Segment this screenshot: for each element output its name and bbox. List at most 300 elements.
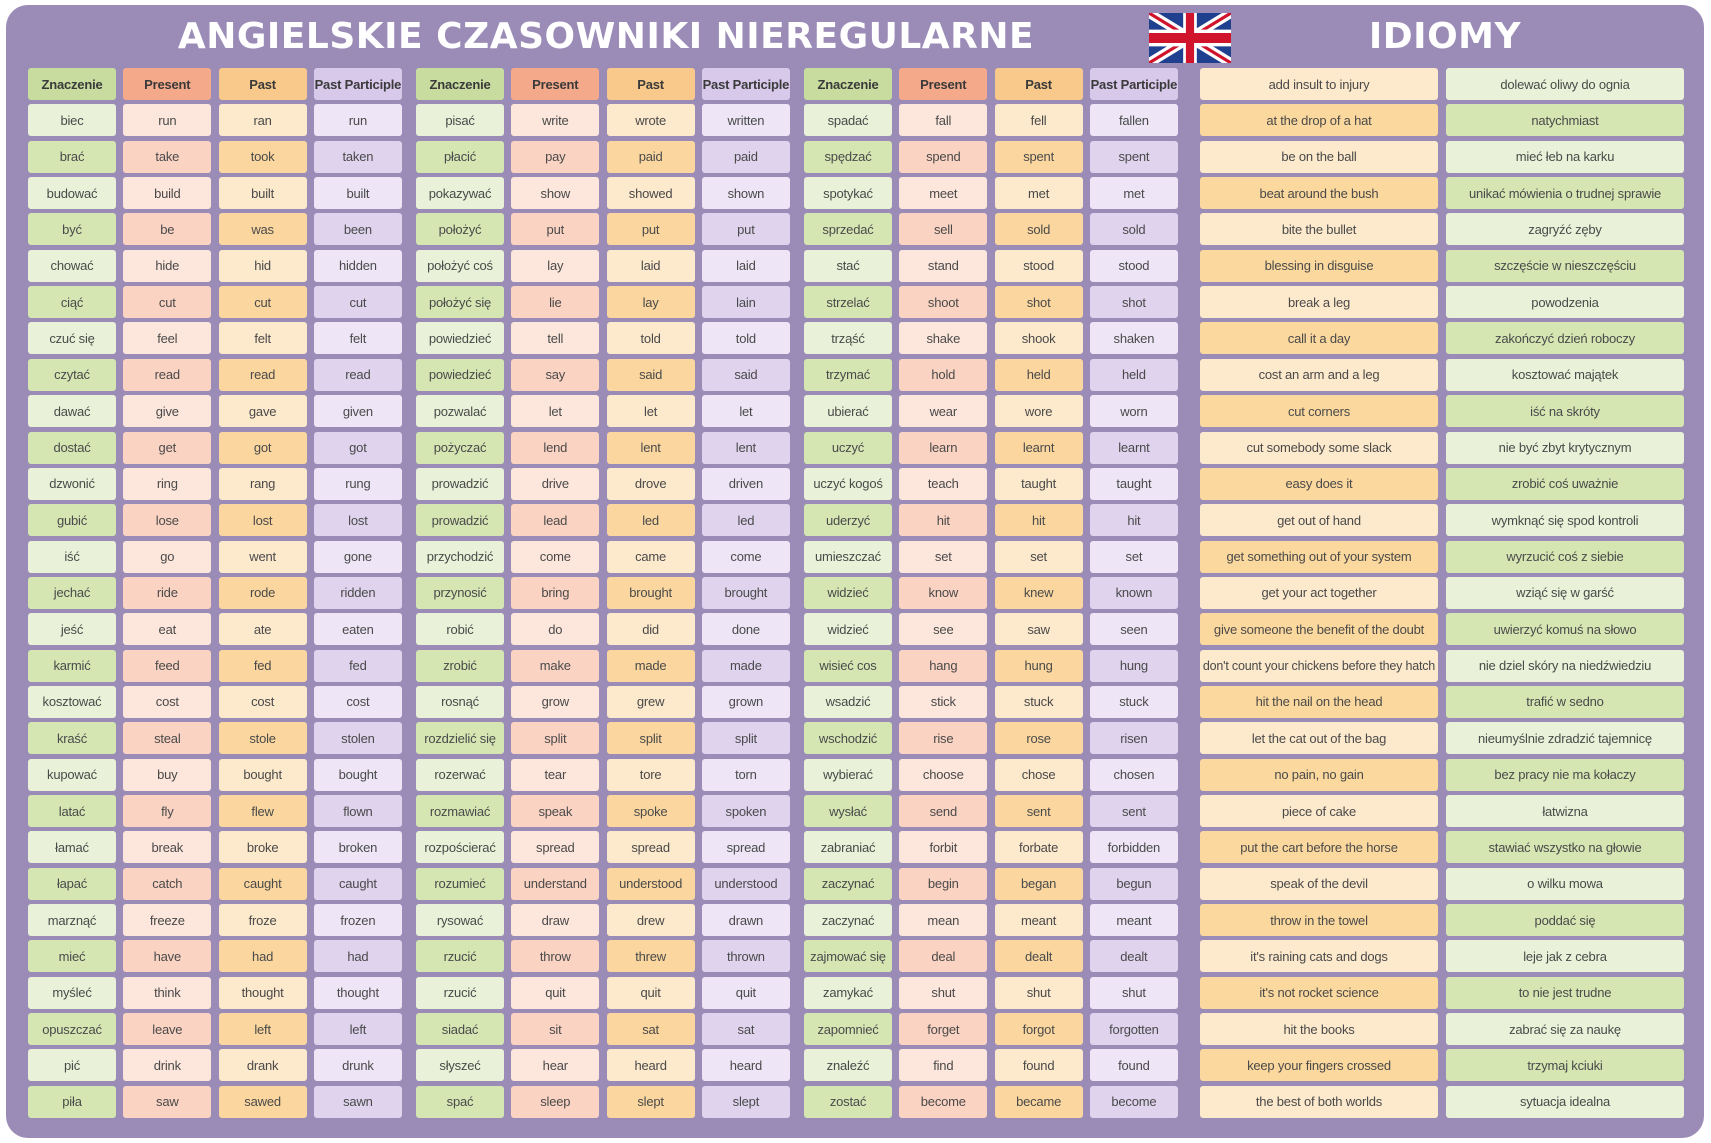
verb-past-participle-cell: taken: [314, 141, 402, 173]
verb-past-participle-cell: built: [314, 177, 402, 209]
verb-present-cell: hide: [123, 250, 211, 282]
verb-past-cell: cut: [219, 286, 307, 318]
verb-meaning-cell: chować: [28, 250, 116, 282]
verb-past-participle-cell: quit: [702, 977, 790, 1009]
verb-past-participle-cell: split: [702, 722, 790, 754]
verb-past-participle-cell: led: [702, 504, 790, 536]
verb-past-participle-cell: drawn: [702, 904, 790, 936]
verb-meaning-cell: rzucić: [416, 977, 504, 1009]
verb-present-cell: bring: [511, 577, 599, 609]
verb-present-cell: ring: [123, 468, 211, 500]
verb-past-cell: sawed: [219, 1086, 307, 1118]
verb-meaning-cell: trząść: [804, 322, 892, 354]
idiom-english-cell: it's not rocket science: [1200, 977, 1438, 1009]
verb-meaning-cell: wybierać: [804, 759, 892, 791]
verb-meaning-cell: powiedzieć: [416, 359, 504, 391]
idiom-polish-cell: nieumyślnie zdradzić tajemnicę: [1446, 722, 1684, 754]
verb-meaning-cell: zajmować się: [804, 940, 892, 972]
verb-meaning-cell: dzwonić: [28, 468, 116, 500]
verb-past-participle-cell: shot: [1090, 286, 1178, 318]
verb-past-participle-cell: grown: [702, 686, 790, 718]
verb-present-cell: say: [511, 359, 599, 391]
verb-meaning-cell: widzieć: [804, 613, 892, 645]
verb-past-participle-cell: sold: [1090, 213, 1178, 245]
verb-past-cell: forbate: [995, 831, 1083, 863]
column-header-meaning: Znaczenie: [804, 68, 892, 100]
verb-past-participle-cell: given: [314, 395, 402, 427]
verb-past-cell: drank: [219, 1049, 307, 1081]
verb-past-cell: broke: [219, 831, 307, 863]
verb-meaning-cell: zrobić: [416, 650, 504, 682]
verb-past-cell: rang: [219, 468, 307, 500]
verb-past-cell: went: [219, 541, 307, 573]
verb-meaning-cell: trzymać: [804, 359, 892, 391]
idiom-polish-cell: zabrać się za naukę: [1446, 1013, 1684, 1045]
idiom-english-cell: throw in the towel: [1200, 904, 1438, 936]
verb-present-cell: show: [511, 177, 599, 209]
column-header-present: Present: [123, 68, 211, 100]
verb-past-participle-cell: laid: [702, 250, 790, 282]
verb-present-cell: lose: [123, 504, 211, 536]
verb-present-cell: draw: [511, 904, 599, 936]
verb-meaning-cell: sprzedać: [804, 213, 892, 245]
idiom-english-cell: get something out of your system: [1200, 541, 1438, 573]
verb-meaning-cell: ubierać: [804, 395, 892, 427]
verb-past-cell: meant: [995, 904, 1083, 936]
verb-present-cell: forget: [899, 1013, 987, 1045]
verb-past-participle-cell: met: [1090, 177, 1178, 209]
verb-present-cell: forbit: [899, 831, 987, 863]
verb-past-cell: met: [995, 177, 1083, 209]
verb-present-cell: mean: [899, 904, 987, 936]
idioms-title: IDIOMY: [1368, 16, 1522, 57]
verb-past-participle-cell: spent: [1090, 141, 1178, 173]
verb-past-cell: forgot: [995, 1013, 1083, 1045]
verb-past-cell: sat: [607, 1013, 695, 1045]
verb-meaning-cell: wsadzić: [804, 686, 892, 718]
verb-meaning-cell: czuć się: [28, 322, 116, 354]
verb-past-participle-cell: flown: [314, 795, 402, 827]
verb-meaning-cell: dawać: [28, 395, 116, 427]
verb-present-cell: meet: [899, 177, 987, 209]
verb-meaning-cell: opuszczać: [28, 1013, 116, 1045]
verb-past-participle-cell: hung: [1090, 650, 1178, 682]
page-title: ANGIELSKIE CZASOWNIKI NIEREGULARNE: [177, 16, 1035, 57]
verb-past-cell: shut: [995, 977, 1083, 1009]
verb-past-cell: ate: [219, 613, 307, 645]
verb-past-cell: built: [219, 177, 307, 209]
verb-meaning-cell: położyć coś: [416, 250, 504, 282]
verb-present-cell: feed: [123, 650, 211, 682]
verb-meaning-cell: rozmawiać: [416, 795, 504, 827]
verb-meaning-cell: położyć: [416, 213, 504, 245]
idiom-english-cell: don't count your chickens before they hatch: [1200, 650, 1438, 682]
verb-meaning-cell: przynosić: [416, 577, 504, 609]
idiom-english-cell: give someone the benefit of the doubt: [1200, 613, 1438, 645]
verb-present-cell: think: [123, 977, 211, 1009]
verb-past-cell: led: [607, 504, 695, 536]
verb-meaning-cell: zapomnieć: [804, 1013, 892, 1045]
verb-present-cell: give: [123, 395, 211, 427]
verb-present-cell: see: [899, 613, 987, 645]
column-header-past-participle: Past Participle: [702, 68, 790, 100]
idiom-polish-cell: kosztować majątek: [1446, 359, 1684, 391]
verb-meaning-cell: kraść: [28, 722, 116, 754]
verb-past-participle-cell: seen: [1090, 613, 1178, 645]
verb-present-cell: break: [123, 831, 211, 863]
verb-past-participle-cell: come: [702, 541, 790, 573]
verb-past-cell: gave: [219, 395, 307, 427]
idiom-polish-cell: leje jak z cebra: [1446, 940, 1684, 972]
verb-past-cell: dealt: [995, 940, 1083, 972]
verb-present-cell: sleep: [511, 1086, 599, 1118]
verb-past-participle-cell: cost: [314, 686, 402, 718]
verb-present-cell: sell: [899, 213, 987, 245]
verb-past-cell: grew: [607, 686, 695, 718]
verb-past-cell: drew: [607, 904, 695, 936]
verb-meaning-cell: położyć się: [416, 286, 504, 318]
verb-present-cell: stick: [899, 686, 987, 718]
verb-past-participle-cell: put: [702, 213, 790, 245]
verb-past-cell: held: [995, 359, 1083, 391]
verb-meaning-cell: rosnąć: [416, 686, 504, 718]
idiom-polish-cell: iść na skróty: [1446, 395, 1684, 427]
verb-past-participle-cell: shut: [1090, 977, 1178, 1009]
idiom-polish-cell: trafić w sedno: [1446, 686, 1684, 718]
verb-present-cell: freeze: [123, 904, 211, 936]
verb-past-participle-cell: brought: [702, 577, 790, 609]
verb-meaning-cell: mieć: [28, 940, 116, 972]
idiom-english-cell: bite the bullet: [1200, 213, 1438, 245]
verb-past-participle-cell: told: [702, 322, 790, 354]
verb-meaning-cell: rozerwać: [416, 759, 504, 791]
verb-past-cell: fell: [995, 104, 1083, 136]
verb-present-cell: buy: [123, 759, 211, 791]
verb-past-cell: stuck: [995, 686, 1083, 718]
verb-meaning-cell: siadać: [416, 1013, 504, 1045]
verb-meaning-cell: widzieć: [804, 577, 892, 609]
column-header-past: Past: [607, 68, 695, 100]
verb-past-cell: hid: [219, 250, 307, 282]
verb-past-participle-cell: gone: [314, 541, 402, 573]
verb-past-cell: lay: [607, 286, 695, 318]
verb-past-participle-cell: read: [314, 359, 402, 391]
verb-past-cell: hit: [995, 504, 1083, 536]
verb-present-cell: learn: [899, 432, 987, 464]
idiom-polish-cell: poddać się: [1446, 904, 1684, 936]
idiom-english-cell: the best of both worlds: [1200, 1086, 1438, 1118]
verb-past-cell: stood: [995, 250, 1083, 282]
verb-past-cell: saw: [995, 613, 1083, 645]
verb-meaning-cell: jeść: [28, 613, 116, 645]
verb-past-participle-cell: made: [702, 650, 790, 682]
column-header-past-participle: Past Participle: [314, 68, 402, 100]
column-header-present: Present: [899, 68, 987, 100]
verb-meaning-cell: przychodzić: [416, 541, 504, 573]
union-jack-flag-icon: [1149, 13, 1231, 63]
verb-past-participle-cell: had: [314, 940, 402, 972]
verb-meaning-cell: latać: [28, 795, 116, 827]
verb-past-participle-cell: taught: [1090, 468, 1178, 500]
verb-meaning-cell: zabraniać: [804, 831, 892, 863]
verb-present-cell: lend: [511, 432, 599, 464]
verb-present-cell: cut: [123, 286, 211, 318]
verb-past-participle-cell: stolen: [314, 722, 402, 754]
idiom-english-cell: speak of the devil: [1200, 868, 1438, 900]
verb-meaning-cell: brać: [28, 141, 116, 173]
column-header-meaning: Znaczenie: [28, 68, 116, 100]
verb-present-cell: come: [511, 541, 599, 573]
verb-past-participle-cell: understood: [702, 868, 790, 900]
verb-past-participle-cell: thrown: [702, 940, 790, 972]
verb-past-participle-cell: said: [702, 359, 790, 391]
verb-present-cell: rise: [899, 722, 987, 754]
idiom-polish-cell: wymknąć się spod kontroli: [1446, 504, 1684, 536]
verb-meaning-cell: stać: [804, 250, 892, 282]
verb-present-cell: read: [123, 359, 211, 391]
verb-present-cell: shut: [899, 977, 987, 1009]
idiom-english-cell: call it a day: [1200, 322, 1438, 354]
verb-past-participle-cell: known: [1090, 577, 1178, 609]
verb-present-cell: fly: [123, 795, 211, 827]
verb-past-cell: rode: [219, 577, 307, 609]
idiom-polish-cell: natychmiast: [1446, 104, 1684, 136]
verb-past-cell: brought: [607, 577, 695, 609]
verb-past-cell: paid: [607, 141, 695, 173]
verb-meaning-cell: pożyczać: [416, 432, 504, 464]
verb-meaning-cell: ciąć: [28, 286, 116, 318]
verb-past-participle-cell: fed: [314, 650, 402, 682]
verb-past-participle-cell: lain: [702, 286, 790, 318]
verb-meaning-cell: kosztować: [28, 686, 116, 718]
verb-present-cell: wear: [899, 395, 987, 427]
verb-meaning-cell: słyszeć: [416, 1049, 504, 1081]
verb-present-cell: sit: [511, 1013, 599, 1045]
verb-past-participle-cell: caught: [314, 868, 402, 900]
idiom-english-cell: beat around the bush: [1200, 177, 1438, 209]
verb-present-cell: shake: [899, 322, 987, 354]
verb-past-cell: knew: [995, 577, 1083, 609]
verb-past-participle-cell: written: [702, 104, 790, 136]
verb-present-cell: send: [899, 795, 987, 827]
verb-past-participle-cell: ridden: [314, 577, 402, 609]
verb-present-cell: hold: [899, 359, 987, 391]
verb-present-cell: have: [123, 940, 211, 972]
idiom-english-cell: easy does it: [1200, 468, 1438, 500]
verb-past-cell: cost: [219, 686, 307, 718]
verb-meaning-cell: być: [28, 213, 116, 245]
verb-present-cell: begin: [899, 868, 987, 900]
verb-present-cell: throw: [511, 940, 599, 972]
idiom-english-cell: break a leg: [1200, 286, 1438, 318]
verb-past-cell: learnt: [995, 432, 1083, 464]
verb-past-participle-cell: cut: [314, 286, 402, 318]
verb-meaning-cell: wschodzić: [804, 722, 892, 754]
verb-past-cell: set: [995, 541, 1083, 573]
verb-past-participle-cell: dealt: [1090, 940, 1178, 972]
verb-past-participle-cell: frozen: [314, 904, 402, 936]
verb-past-participle-cell: learnt: [1090, 432, 1178, 464]
verb-past-cell: spoke: [607, 795, 695, 827]
verb-meaning-cell: znaleźć: [804, 1049, 892, 1081]
verb-meaning-cell: myśleć: [28, 977, 116, 1009]
verb-past-cell: froze: [219, 904, 307, 936]
verb-past-participle-cell: chosen: [1090, 759, 1178, 791]
verb-present-cell: lay: [511, 250, 599, 282]
verb-past-participle-cell: left: [314, 1013, 402, 1045]
verb-present-cell: put: [511, 213, 599, 245]
verb-present-cell: become: [899, 1086, 987, 1118]
idiom-english-cell: at the drop of a hat: [1200, 104, 1438, 136]
verb-past-cell: bought: [219, 759, 307, 791]
verb-meaning-cell: spotykać: [804, 177, 892, 209]
verb-past-cell: said: [607, 359, 695, 391]
idiom-english-cell: put the cart before the horse: [1200, 831, 1438, 863]
verb-past-cell: spent: [995, 141, 1083, 173]
verb-present-cell: hang: [899, 650, 987, 682]
verb-past-participle-cell: set: [1090, 541, 1178, 573]
verb-past-participle-cell: hit: [1090, 504, 1178, 536]
verb-past-cell: fed: [219, 650, 307, 682]
verb-meaning-cell: czytać: [28, 359, 116, 391]
verb-present-cell: steal: [123, 722, 211, 754]
verb-past-cell: thought: [219, 977, 307, 1009]
verb-past-cell: felt: [219, 322, 307, 354]
verb-past-participle-cell: let: [702, 395, 790, 427]
verb-meaning-cell: wisieć cos: [804, 650, 892, 682]
verb-present-cell: cost: [123, 686, 211, 718]
verb-past-cell: became: [995, 1086, 1083, 1118]
idiom-english-cell: no pain, no gain: [1200, 759, 1438, 791]
verb-present-cell: run: [123, 104, 211, 136]
verb-past-cell: laid: [607, 250, 695, 282]
verb-present-cell: make: [511, 650, 599, 682]
verb-present-cell: ride: [123, 577, 211, 609]
verb-past-cell: lent: [607, 432, 695, 464]
verb-present-cell: drink: [123, 1049, 211, 1081]
verb-present-cell: tell: [511, 322, 599, 354]
verb-meaning-cell: rozpościerać: [416, 831, 504, 863]
verb-past-participle-cell: heard: [702, 1049, 790, 1081]
verb-meaning-cell: budować: [28, 177, 116, 209]
verb-meaning-cell: łamać: [28, 831, 116, 863]
verb-meaning-cell: karmić: [28, 650, 116, 682]
idiom-polish-cell: wyrzucić coś z siebie: [1446, 541, 1684, 573]
verb-past-cell: took: [219, 141, 307, 173]
verb-past-cell: sold: [995, 213, 1083, 245]
verb-present-cell: split: [511, 722, 599, 754]
verb-past-cell: hung: [995, 650, 1083, 682]
idiom-english-cell: cut somebody some slack: [1200, 432, 1438, 464]
idiom-polish-cell: unikać mówienia o trudnej sprawie: [1446, 177, 1684, 209]
verb-present-cell: shoot: [899, 286, 987, 318]
verb-past-cell: quit: [607, 977, 695, 1009]
verb-past-participle-cell: become: [1090, 1086, 1178, 1118]
verb-past-cell: split: [607, 722, 695, 754]
verb-past-participle-cell: slept: [702, 1086, 790, 1118]
verb-past-participle-cell: bought: [314, 759, 402, 791]
verb-past-cell: shot: [995, 286, 1083, 318]
verb-present-cell: let: [511, 395, 599, 427]
idiom-english-cell: it's raining cats and dogs: [1200, 940, 1438, 972]
verb-meaning-cell: rzucić: [416, 940, 504, 972]
verb-past-participle-cell: forgotten: [1090, 1013, 1178, 1045]
verb-present-cell: leave: [123, 1013, 211, 1045]
verb-past-cell: read: [219, 359, 307, 391]
verb-meaning-cell: prowadzić: [416, 468, 504, 500]
verb-present-cell: drive: [511, 468, 599, 500]
idiom-polish-cell: bez pracy nie ma kołaczy: [1446, 759, 1684, 791]
verb-past-participle-cell: run: [314, 104, 402, 136]
verb-past-participle-cell: hidden: [314, 250, 402, 282]
idiom-polish-cell: trzymaj kciuki: [1446, 1049, 1684, 1081]
verb-present-cell: hit: [899, 504, 987, 536]
verb-past-cell: taught: [995, 468, 1083, 500]
verb-present-cell: take: [123, 141, 211, 173]
verb-meaning-cell: dostać: [28, 432, 116, 464]
verb-meaning-cell: powiedzieć: [416, 322, 504, 354]
verb-past-cell: spread: [607, 831, 695, 863]
verb-past-participle-cell: held: [1090, 359, 1178, 391]
verb-past-cell: left: [219, 1013, 307, 1045]
verb-meaning-cell: strzelać: [804, 286, 892, 318]
idiom-polish-cell: stawiać wszystko na głowie: [1446, 831, 1684, 863]
verb-past-cell: flew: [219, 795, 307, 827]
verb-meaning-cell: uczyć: [804, 432, 892, 464]
idiom-polish-cell: nie dziel skóry na niedźwiedziu: [1446, 650, 1684, 682]
verb-past-cell: showed: [607, 177, 695, 209]
verb-past-participle-cell: risen: [1090, 722, 1178, 754]
idiom-polish-cell: uwierzyć komuś na słowo: [1446, 613, 1684, 645]
verb-past-cell: lost: [219, 504, 307, 536]
verb-past-participle-cell: drunk: [314, 1049, 402, 1081]
idiom-english-cell: hit the nail on the head: [1200, 686, 1438, 718]
verb-present-cell: lead: [511, 504, 599, 536]
verb-present-cell: teach: [899, 468, 987, 500]
verb-past-cell: rose: [995, 722, 1083, 754]
verb-past-cell: came: [607, 541, 695, 573]
idiom-polish-cell: wziąć się w garść: [1446, 577, 1684, 609]
verb-meaning-cell: gubić: [28, 504, 116, 536]
verb-past-participle-cell: felt: [314, 322, 402, 354]
verb-past-cell: chose: [995, 759, 1083, 791]
idiom-polish-cell: nie być zbyt krytycznym: [1446, 432, 1684, 464]
idiom-polish-cell: sytuacja idealna: [1446, 1086, 1684, 1118]
verb-past-cell: stole: [219, 722, 307, 754]
column-header-meaning: Znaczenie: [416, 68, 504, 100]
verb-present-cell: feel: [123, 322, 211, 354]
verb-meaning-cell: płacić: [416, 141, 504, 173]
idiom-polish-cell: zakończyć dzień roboczy: [1446, 322, 1684, 354]
verb-past-participle-cell: torn: [702, 759, 790, 791]
verb-past-cell: slept: [607, 1086, 695, 1118]
verb-past-participle-cell: eaten: [314, 613, 402, 645]
idiom-english-cell: add insult to injury: [1200, 68, 1438, 100]
verb-meaning-cell: rozdzielić się: [416, 722, 504, 754]
idiom-polish-cell: o wilku mowa: [1446, 868, 1684, 900]
verb-meaning-cell: pozwalać: [416, 395, 504, 427]
idiom-polish-cell: dolewać oliwy do ognia: [1446, 68, 1684, 100]
verb-present-cell: be: [123, 213, 211, 245]
verb-meaning-cell: zaczynać: [804, 904, 892, 936]
verb-past-participle-cell: found: [1090, 1049, 1178, 1081]
verb-present-cell: choose: [899, 759, 987, 791]
idiom-english-cell: be on the ball: [1200, 141, 1438, 173]
idiom-english-cell: cost an arm and a leg: [1200, 359, 1438, 391]
idiom-english-cell: let the cat out of the bag: [1200, 722, 1438, 754]
verb-meaning-cell: spadać: [804, 104, 892, 136]
verb-past-participle-cell: begun: [1090, 868, 1178, 900]
